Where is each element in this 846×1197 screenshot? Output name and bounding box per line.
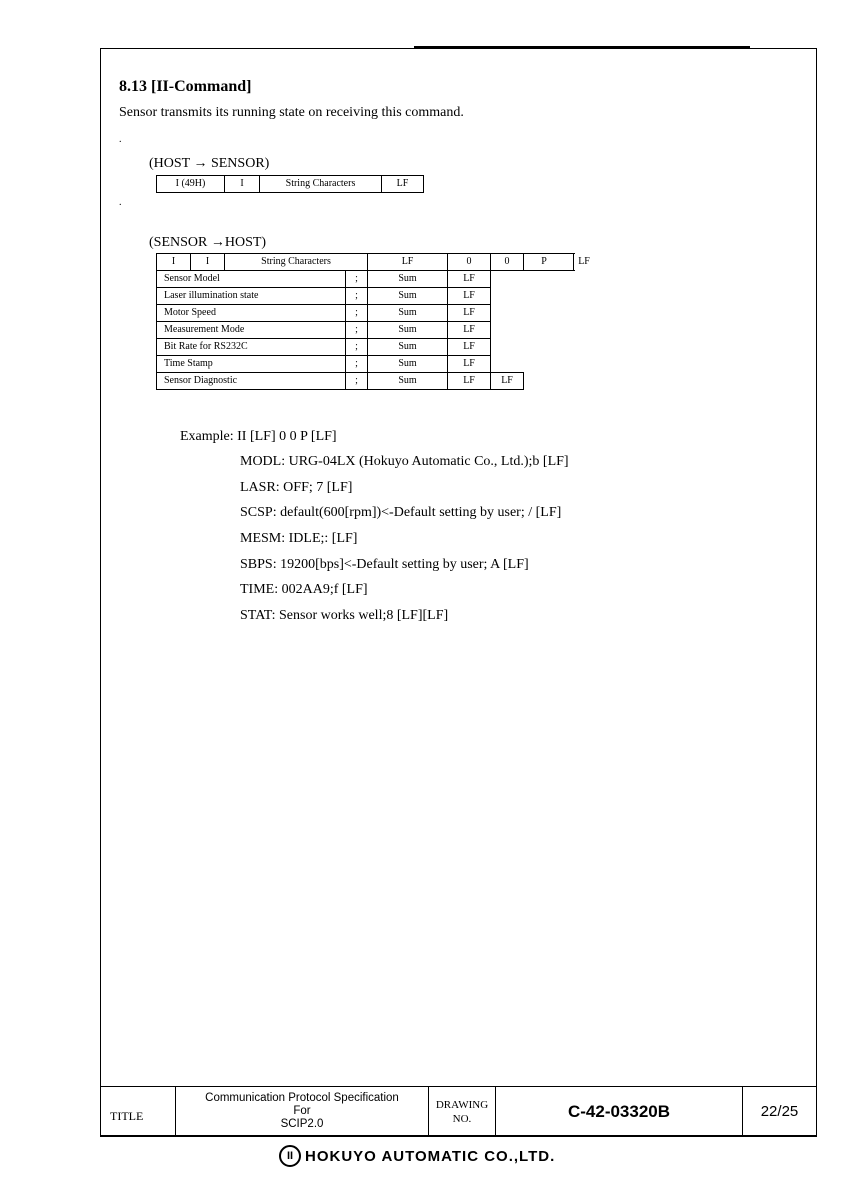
page-frame: [100, 48, 817, 1136]
host-to-sensor-label: (HOST → SENSOR): [149, 156, 270, 171]
drawing-number: C-42-03320B: [496, 1087, 743, 1136]
row-name: Bit Rate for RS232C: [157, 339, 346, 356]
row-sep: ;: [346, 288, 368, 305]
spec-title-line: Communication Protocol Specification: [205, 1092, 399, 1104]
drawing-no-label: [429, 1087, 496, 1136]
table-row: [157, 339, 574, 356]
format-cell-tail: P LF: [524, 254, 574, 271]
table-row: [157, 271, 574, 288]
row-name: Measurement Mode: [157, 322, 346, 339]
row-sum: Sum: [368, 339, 448, 356]
row-lf: LF: [448, 271, 491, 288]
row-sep: ;: [346, 373, 368, 390]
section-heading: 8.13 [II-Command]: [119, 78, 252, 95]
row-name: Laser illumination state: [157, 288, 346, 305]
example-line: SCSP: default(600[rpm])<-Default setting by user; / [LF]: [240, 505, 562, 520]
format-cell: 0: [491, 254, 524, 271]
row-sep: ;: [346, 322, 368, 339]
example-line: STAT: Sensor works well;8 [LF][LF]: [240, 608, 449, 623]
row-extra-lf: LF: [491, 373, 524, 390]
row-sum: Sum: [368, 288, 448, 305]
row-sep: ;: [346, 305, 368, 322]
table-row: [157, 305, 574, 322]
example-line: TIME: 002AA9;f [LF]: [240, 582, 368, 597]
row-name: Motor Speed: [157, 305, 346, 322]
table-row: [157, 322, 574, 339]
empty-cell: [491, 271, 574, 288]
host-to-sensor-format: [156, 175, 424, 193]
row-sep: ;: [346, 339, 368, 356]
row-sum: Sum: [368, 356, 448, 373]
format-cell: I: [225, 176, 260, 193]
empty-cell: [491, 305, 574, 322]
spec-title-line: SCIP2.0: [280, 1118, 324, 1130]
row-name: Time Stamp: [157, 356, 346, 373]
format-cell: String Characters: [260, 176, 382, 193]
format-cell: String Characters: [225, 254, 368, 271]
dot-marker: .: [119, 134, 122, 145]
spec-title-line: For: [293, 1105, 311, 1117]
example-line: SBPS: 19200[bps]<-Default setting by user; A [LF]: [240, 557, 529, 572]
row-name: Sensor Model: [157, 271, 346, 288]
format-cell: I: [157, 254, 191, 271]
format-cell: I: [191, 254, 225, 271]
row-lf: LF: [448, 356, 491, 373]
format-cell: 0: [448, 254, 491, 271]
dot-marker: .: [119, 197, 122, 208]
row-sum: Sum: [368, 322, 448, 339]
table-row: [157, 373, 574, 390]
example-line: MESM: IDLE;: [LF]: [240, 531, 358, 546]
row-sum: Sum: [368, 305, 448, 322]
empty-cell: [491, 322, 574, 339]
section-intro: Sensor transmits its running state on receiving this command.: [119, 105, 464, 120]
example-line: MODL: URG-04LX (Hokuyo Automatic Co., Ltd.);b [LF]: [240, 454, 569, 469]
table-row: [157, 288, 574, 305]
page-number: 22/25: [760, 1103, 799, 1120]
empty-cell: [524, 373, 574, 390]
empty-cell: [491, 339, 574, 356]
empty-cell: [491, 356, 574, 373]
format-cell: LF: [368, 254, 448, 271]
title-block: [100, 1086, 817, 1137]
format-cell: LF: [382, 176, 424, 193]
row-lf: LF: [448, 288, 491, 305]
row-sum: Sum: [368, 271, 448, 288]
table-row: [157, 356, 574, 373]
empty-cell: [491, 288, 574, 305]
drawing-label-line: NO.: [452, 1112, 472, 1125]
row-lf: LF: [448, 339, 491, 356]
company-name: HOKUYO AUTOMATIC CO.,LTD.: [305, 1147, 556, 1165]
row-lf: LF: [448, 305, 491, 322]
company-logo: [279, 1145, 555, 1167]
row-sep: ;: [346, 271, 368, 288]
row-name: Sensor Diagnostic: [157, 373, 346, 390]
row-lf: LF: [448, 322, 491, 339]
sensor-to-host-format: [156, 253, 590, 390]
example-line: LASR: OFF; 7 [LF]: [240, 480, 353, 495]
title-label: TITLE: [101, 1087, 176, 1136]
example-line-first: Example: II [LF] 0 0 P [LF]: [180, 429, 337, 444]
row-lf: LF: [448, 373, 491, 390]
row-sum: Sum: [368, 373, 448, 390]
sensor-to-host-label: (SENSOR →HOST): [149, 235, 267, 250]
format-cell: I (49H): [157, 176, 225, 193]
drawing-label-line: DRAWING: [435, 1098, 489, 1111]
hokuyo-logo-icon: II: [279, 1145, 301, 1167]
spec-title: [176, 1087, 429, 1136]
row-sep: ;: [346, 356, 368, 373]
